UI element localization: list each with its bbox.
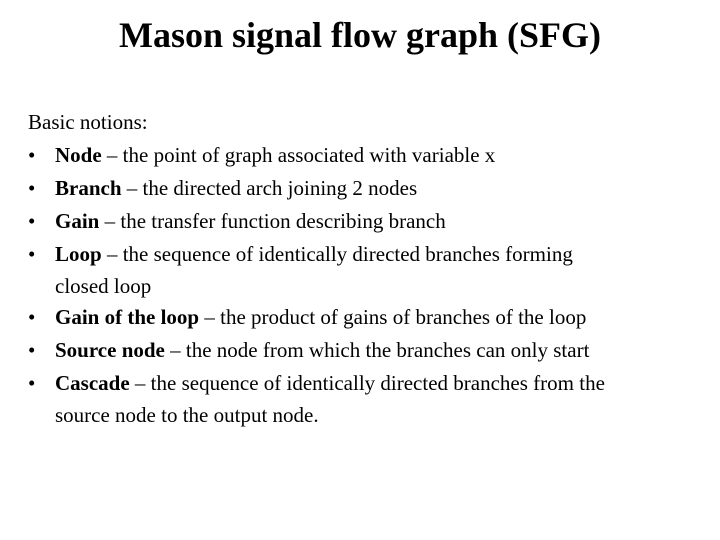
term-description: – the sequence of identically directed branches from the [129,371,605,395]
bullet-icon: • [28,209,36,233]
list-item-cascade [28,367,708,430]
list-item-gain [28,205,708,238]
bullet-icon: • [28,338,36,362]
slide-body [28,106,708,430]
list-item-node [28,139,708,172]
term-description: – the point of graph associated with variable x [101,143,496,167]
term-description: – the node from which the branches can only start [164,338,590,362]
bullet-icon: • [28,371,36,395]
slide-title: Mason signal flow graph (SFG) [118,15,602,55]
bullet-icon: • [28,143,36,167]
list-item-source-node [28,334,708,367]
term-description-continued: source node to the output node. [55,403,319,427]
list-item-gain-of-loop [28,301,708,334]
bullet-icon: • [28,176,36,200]
term-description-continued: closed loop [55,274,152,298]
intro-text: Basic notions: [28,110,148,134]
term-description: – the transfer function describing branch [99,209,446,233]
bullet-icon: • [28,242,36,266]
term-label: Gain of the loop [55,305,200,329]
term-description: – the sequence of identically directed branches forming [101,242,573,266]
term-label: Loop [55,242,102,266]
term-description: – the product of gains of branches of the loop [199,305,587,329]
bullet-icon: • [28,305,36,329]
term-label: Source node [55,338,165,362]
list-item-loop [28,238,708,301]
term-label: Branch [55,176,122,200]
list-item-branch [28,172,708,205]
notion-list [28,139,708,430]
term-description: – the directed arch joining 2 nodes [121,176,418,200]
term-label: Gain [55,209,100,233]
term-label: Node [55,143,102,167]
term-label: Cascade [55,371,130,395]
